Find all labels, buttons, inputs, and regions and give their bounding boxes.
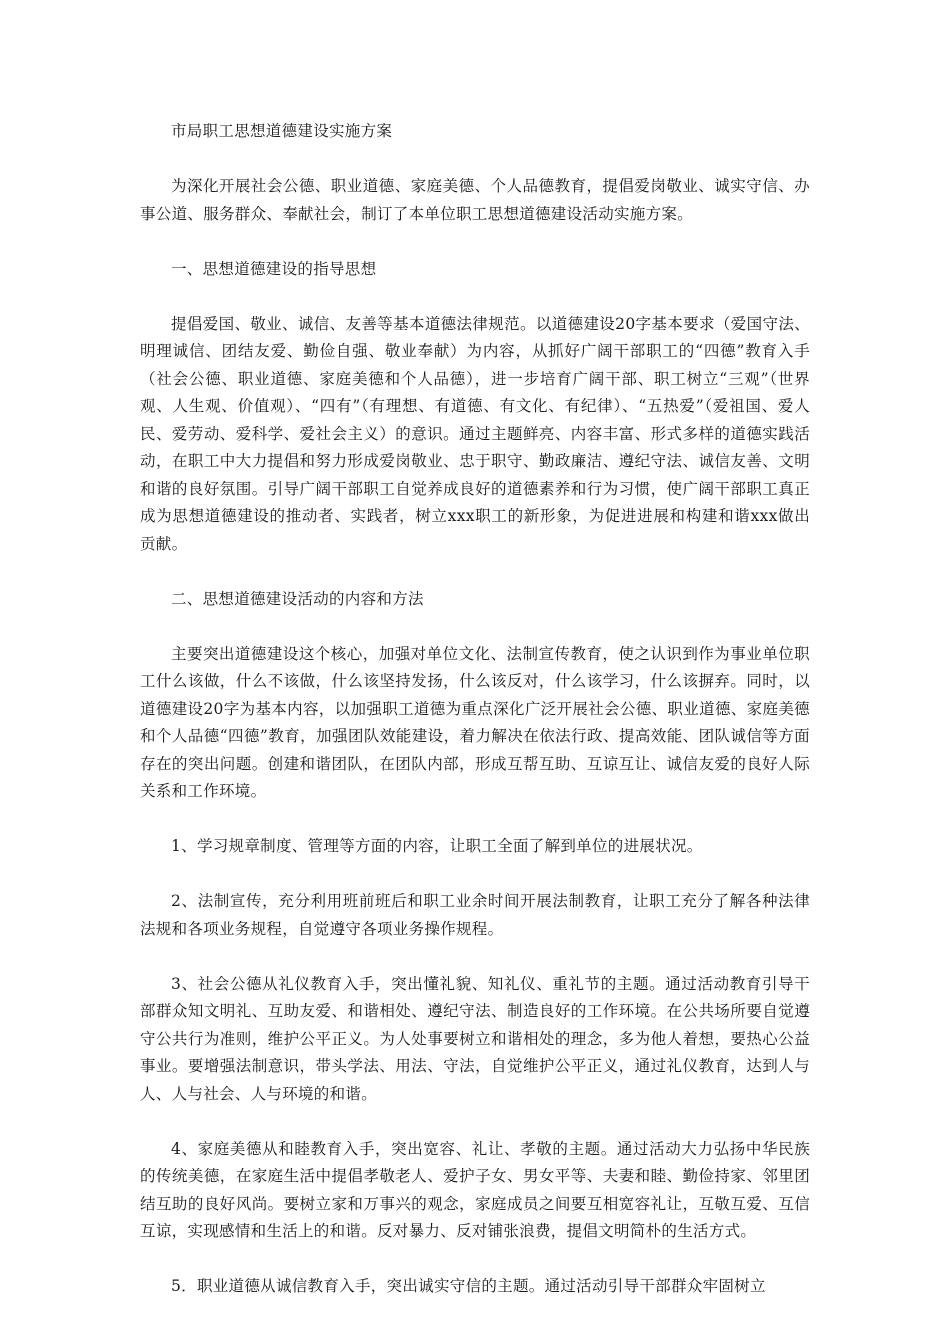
intro-paragraph: 为深化开展社会公德、职业道德、家庭美德、个人品德教育，提倡爱岗敬业、诚实守信、办事公道、服务群众、奉献社会，制订了本单位职工思想道德建设活动实施方案。 bbox=[140, 177, 810, 223]
list-item-1: 1、学习规章制度、管理等方面的内容，让职工全面了解到单位的进展状况。 bbox=[171, 837, 703, 855]
section-2-paragraph: 主要突出道德建设这个核心，加强对单位文化、法制宣传教育，使之认识到作为事业单位职工什么该做，什么不该做，什么该坚持发扬，什么该反对，什么该学习，什么该摒弃。同时，以道德建设20字为基本内容，以加强职工道德为重点深化广泛开展社会公德、职业道德、家庭美德和个人品德“四德”教育，加强团队效能建设，着力解决在依法行政、提高效能、团队诚信等方面存在的突出问题。创建和谐团队，在团队内部，形成互帮互助、互谅互让、诚信友爱的良好人际关系和工作环境。 bbox=[140, 644, 810, 800]
section-heading-1: 一、思想道德建设的指导思想 bbox=[171, 259, 377, 278]
section-1-paragraph: 提倡爱国、敬业、诚信、友善等基本道德法律规范。以道德建设20字基本要求（爱国守法、明理诚信、团结友爱、勤俭自强、敬业奉献）为内容，从抓好广阔干部职工的“四德”教育入手（社会公德、职业道德、家庭美德和个人品德），进一步培育广阔干部、职工树立“三观”（世界观、人生观、价值观）、“四有”（有理想、有道德、有文化、有纪律）、“五热爱”（爱祖国、爱人民、爱劳动、爱科学、爱社会主义）的意识。通过主题鲜亮、内容丰富、形式多样的道德实践活动，在职工中大力提倡和努力形成爱岗敬业、忠于职守、勤政廉洁、遵纪守法、诚信友善、文明和谐的良好氛围。引导广阔干部职工自觉养成良好的道德素养和行为习惯，使广阔干部职工真正成为思想道德建设的推动者、实践者，树立xxx职工的新形象，为促进进展和构建和谐xxx做出贡献。 bbox=[140, 314, 810, 553]
list-item-2: 2、法制宣传，充分利用班前班后和职工业余时间开展法制教育，让职工充分了解各种法律法规和各项业务规程，自觉遵守各项业务操作规程。 bbox=[140, 892, 810, 938]
section-heading-2: 二、思想道德建设活动的内容和方法 bbox=[171, 589, 424, 608]
list-item-3: 3、社会公德从礼仪教育入手，突出懂礼貌、知礼仪、重礼节的主题。通过活动教育引导干部群众知文明礼、互助友爱、和谐相处、遵纪守法、制造良好的工作环境。在公共场所要自觉遵守公共行为准则，维护公平正义。为人处事要树立和谐相处的理念，多为他人着想，要热心公益事业。要增强法制意识，带头学法、用法、守法，自觉维护公平正义，通过礼仪教育，达到人与人、人与社会、人与环境的和谐。 bbox=[140, 974, 810, 1103]
document-body bbox=[140, 118, 810, 1328]
list-item-5: 5．职业道德从诚信教育入手，突出诚实守信的主题。通过活动引导干部群众牢固树立 bbox=[171, 1277, 766, 1295]
document-title: 市局职工思想道德建设实施方案 bbox=[171, 122, 393, 140]
list-item-4: 4、家庭美德从和睦教育入手，突出宽容、礼让、孝敬的主题。通过活动大力弘扬中华民族的传统美德，在家庭生活中提倡孝敬老人、爱护子女、男女平等、夫妻和睦、勤俭持家、邻里团结互助的良好风尚。要树立家和万事兴的观念，家庭成员之间要互相宽容礼让，互敬互爱、互信互谅，实现感情和生活上的和谐。反对暴力、反对铺张浪费，提倡文明简朴的生活方式。 bbox=[140, 1139, 810, 1240]
